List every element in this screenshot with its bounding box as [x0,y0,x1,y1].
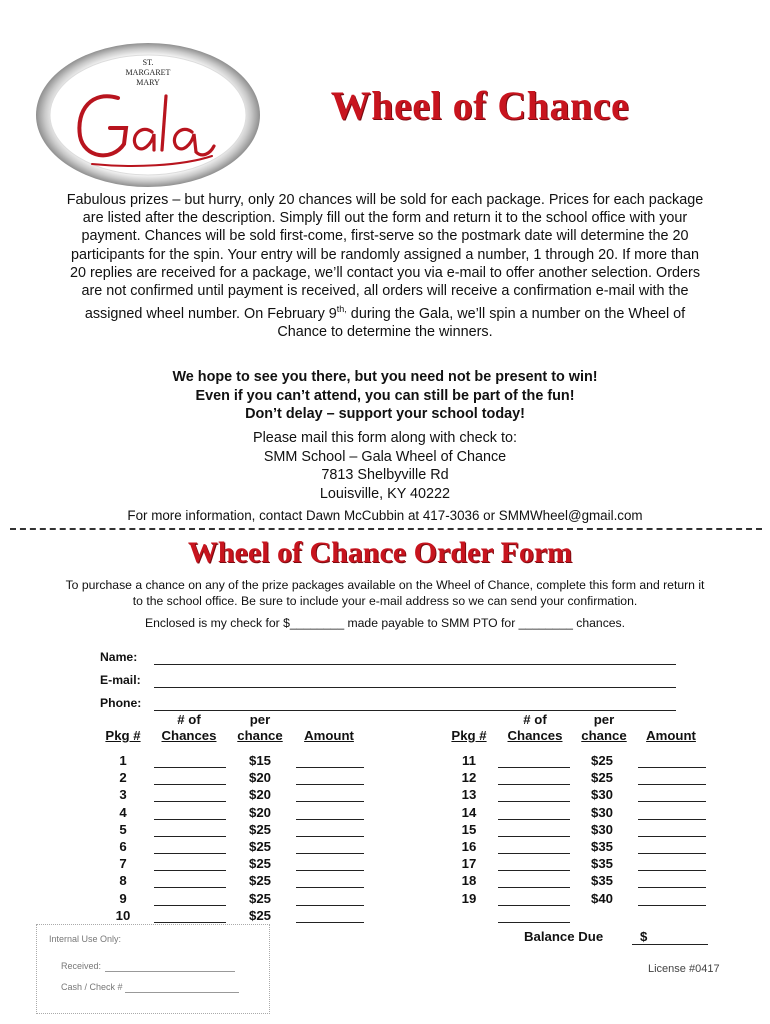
amount-field[interactable] [296,836,364,837]
cut-line-divider [10,528,762,530]
callout-block [40,368,730,424]
intro-text: during the Gala, we’ll spin a number on the Wheel of [346,306,686,323]
mailing-line: Louisville, KY 40222 [319,485,451,502]
intro-line [40,300,730,323]
chances-field[interactable] [498,836,570,837]
header-per-chance-left [230,712,290,744]
purchase-line: to the school office. Be sure to include your e-mail address so we can send your confirmation. [132,593,638,608]
chances-field[interactable] [154,784,226,785]
amount-field[interactable] [638,819,706,820]
price-per-chance: $25 [248,890,271,906]
header-per-chance-right [574,712,634,744]
logo-text-margaret: MARGARET [125,68,171,77]
chances-field[interactable] [154,853,226,854]
mailing-line: Please mail this form along with check to: [253,430,517,446]
header-chances-right [498,712,572,744]
header-chances-top: # of [177,712,201,727]
package-number: 1 [119,753,127,768]
header-pkg-text: Pkg # [451,728,487,743]
price-per-chance: $40 [590,890,613,906]
intro-line: Chance to determine the winners. [277,324,493,341]
package-number: 12 [461,770,477,786]
order-form-title: Wheel of Chance Order Form [187,536,573,569]
email-field[interactable] [154,671,676,688]
internal-use-box [36,924,270,1014]
amount-field[interactable] [638,767,706,768]
chances-field[interactable] [154,836,226,837]
package-number: 15 [461,821,477,837]
received-label: Received: [61,961,102,971]
chances-field[interactable] [498,801,570,802]
cash-check-field[interactable] [125,992,239,993]
header-amount-right [638,728,704,744]
purchase-instructions [40,578,730,609]
received-field[interactable] [105,971,235,972]
price-per-chance: $20 [248,770,271,786]
chances-field[interactable] [154,905,226,906]
cash-check-label: Cash / Check # [61,982,123,992]
package-number: 17 [461,856,477,872]
amount-field[interactable] [638,905,706,906]
chances-field[interactable] [498,853,570,854]
gala-logo-graphic [32,40,264,190]
chances-field[interactable] [154,801,226,802]
header-per-top: per [249,712,271,727]
chances-field[interactable] [498,819,570,820]
balance-due-field[interactable] [632,928,708,945]
gala-logo [32,40,264,190]
amount-field[interactable] [638,870,706,871]
ordinal-superscript: th, [336,304,347,315]
package-number: 6 [119,839,127,854]
package-number: 16 [461,839,477,854]
header-amount-text: Amount [646,728,696,743]
internal-use-title: Internal Use Only: [49,934,122,944]
package-number: 3 [119,787,127,803]
purchase-line: To purchase a chance on any of the prize packages available on the Wheel of Chance, complete this form and return it [65,578,705,592]
package-number: 18 [461,873,477,889]
chances-total-field[interactable] [498,922,570,923]
logo-text-st: ST. [142,58,154,67]
contact-info: For more information, contact Dawn McCubbin at 417-3036 or SMMWheel@gmail.com [127,508,643,523]
price-per-chance: $25 [590,770,613,786]
chances-field[interactable] [498,905,570,906]
intro-paragraph [40,191,730,341]
intro-line: 20 replies are received for a package, we’ll contact you via e-mail to offer another selection. Orders [69,264,701,281]
callout-line: Even if you can’t attend, you can still be part of the fun! [195,387,575,404]
chances-field[interactable] [498,870,570,871]
header-per-top: per [593,712,615,727]
package-number: 8 [119,873,127,889]
chances-field[interactable] [154,887,226,888]
price-per-chance: $25 [248,907,271,923]
intro-line: are not confirmed until payment is received, all orders will receive a confirmation e-mail with the [81,283,689,300]
mailing-line: SMM School – Gala Wheel of Chance [263,448,507,465]
header-chances-left [152,712,226,744]
callout-line: We hope to see you there, but you need not be present to win! [172,369,598,385]
package-number: 4 [119,804,127,820]
price-per-chance: $30 [590,821,613,837]
amount-field[interactable] [296,887,364,888]
amount-field[interactable] [638,784,706,785]
chances-field[interactable] [154,767,226,768]
mailing-line: 7813 Shelbyville Rd [321,467,449,483]
package-number: 9 [119,890,127,906]
page-title: Wheel of Chance [330,83,630,128]
header-pkg-text: Pkg # [105,728,141,743]
package-number: 13 [461,787,477,803]
chances-field[interactable] [154,922,226,923]
price-per-chance: $20 [248,787,271,803]
email-label: E-mail: [100,673,141,687]
package-number: 11 [462,753,476,768]
amount-field[interactable] [638,836,706,837]
amount-field[interactable] [296,853,364,854]
price-per-chance: $30 [590,787,613,803]
license-number: License #0417 [648,963,720,975]
enclosed-check-line[interactable]: Enclosed is my check for $________ made payable to SMM PTO for ________ chances. [144,616,626,630]
amount-field[interactable] [296,767,364,768]
price-per-chance: $25 [248,839,271,854]
header-pkg-right [446,728,492,744]
balance-currency: $ [640,929,648,944]
header-chances-bottom: Chances [161,728,217,743]
price-per-chance: $25 [590,753,613,768]
intro-line: are listed after the description. Simply fill out the form and return it to the school office with your [82,210,688,227]
intro-line: participants for the spin. Your entry will be randomly assigned a number, 1 through 20. If more than [71,246,699,263]
header-chances-top: # of [523,712,547,727]
name-field[interactable] [154,648,676,665]
callout-line: Don’t delay – support your school today! [245,406,525,422]
header-chances-bottom: Chances [507,728,563,743]
chances-field[interactable] [154,819,226,820]
amount-field[interactable] [296,870,364,871]
header-amount-text: Amount [304,728,354,743]
price-per-chance: $30 [590,804,613,820]
amount-field[interactable] [296,801,364,802]
amount-field[interactable] [296,819,364,820]
chances-field[interactable] [154,870,226,871]
package-number: 2 [119,770,127,786]
phone-label: Phone: [100,696,142,710]
price-per-chance: $15 [248,753,271,768]
package-number: 19 [461,890,477,906]
price-per-chance: $35 [590,839,613,854]
header-per-bottom: chance [237,728,283,743]
package-number: 5 [119,821,127,837]
phone-field[interactable] [154,694,676,711]
amount-field[interactable] [638,887,706,888]
intro-line: payment. Chances will be sold first-come, first-serve so the postmark date will determine the 20 [81,228,689,245]
intro-line: Fabulous prizes – but hurry, only 20 chances will be sold for each package. Prices for each package [66,192,704,208]
amount-field[interactable] [296,922,364,923]
package-number: 10 [115,907,131,923]
chances-field[interactable] [498,767,570,768]
header-per-bottom: chance [581,728,627,743]
price-per-chance: $35 [590,873,613,889]
header-pkg-left [100,728,146,744]
amount-field[interactable] [296,784,364,785]
price-per-chance: $25 [248,821,271,837]
price-per-chance: $35 [590,856,613,872]
amount-field[interactable] [638,853,706,854]
price-per-chance: $25 [248,856,271,872]
price-per-chance: $25 [248,873,271,889]
header-amount-left [296,728,362,744]
intro-text: assigned wheel number. On February 9 [84,306,337,323]
chances-field[interactable] [498,784,570,785]
price-per-chance: $20 [248,804,271,820]
package-number: 7 [119,856,127,872]
amount-field[interactable] [638,801,706,802]
logo-text-mary: MARY [136,78,160,87]
chances-field[interactable] [498,887,570,888]
balance-due-label: Balance Due [524,929,604,944]
name-label: Name: [100,650,138,664]
mailing-address [40,429,730,503]
package-number: 14 [461,804,477,820]
amount-field[interactable] [296,905,364,906]
